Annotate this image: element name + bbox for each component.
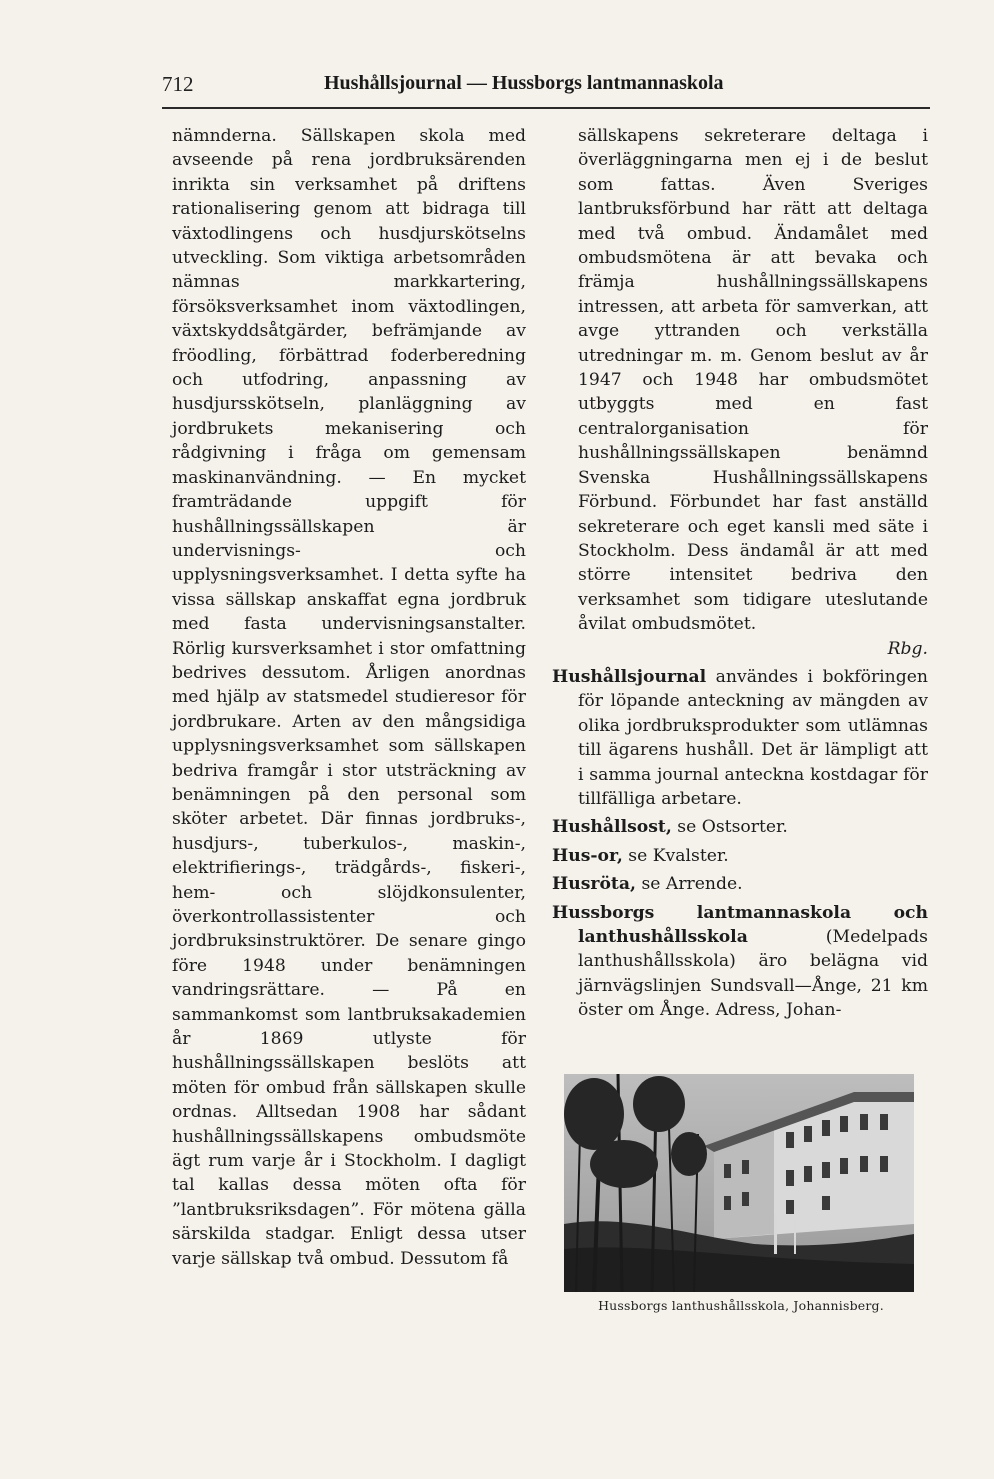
dictionary-entry [552,815,928,839]
continuation-paragraph [552,124,928,637]
author-signature: Rbg. [887,638,928,659]
running-title: Hushållsjournal — Hussborgs lantmannaskola [324,72,724,94]
entry-headword: Hushållsost, [552,817,672,838]
dictionary-entry [552,901,928,1023]
page-header [162,72,932,102]
dictionary-entry [552,844,928,868]
entry-text: se Kvalster. [622,845,729,866]
right-column [552,124,928,1027]
entry-headword: Hushållsjournal [552,666,707,687]
signature-line [552,637,928,661]
entry-headword: Husröta, [552,874,636,895]
continuation-text: sällskapens sekreterare deltaga i överläggningarna men ej i de beslut som fattas. Även Sveriges lantbruksförbund har rätt att deltaga med två ombud. Ändamålet med ombudsmötena är att bevaka och främja hushållningssällskapens intressen, att arbeta för samverkan, att avge yttranden och verkställa utredningar m. m. Genom beslut av år 1947 och 1948 har ombudsmötet utbyggts med en fast centralorganisation för hushållningssällskapen benämnd Svenska Hushållningssällskapens Förbund. Förbundet har fast anställd sekreterare och eget kansli med säte i Stockholm. Dess ändamål är att med större intensitet bedriva den verksamhet som tidigare uteslutande åvilat ombudsmötet. [578,126,928,635]
dictionary-entry [552,665,928,811]
body-paragraph: nämnderna. Sällskapen skola med avseende på rena jordbruksärenden inrikta sin verksamhet på driftens rationalisering genom att bidraga till växtodlingens och husdjurskötselns utveckling. Som viktiga arbetsområden nämnas markkartering, försöksverksamhet inom växtodlingen, växtskyddsåtgärder, befrämjande av fröodling, förbättrad foderberedning och utfodring, anpassning av husdjursskötseln, planläggning av jordbrukets mekanisering och rådgivning i fråga om gemensam maskinanvändning. — En mycket framträdande uppgift för hushållningssällskapen är undervisnings- och upplysningsverksamhet. I detta syfte ha vissa sällskap anskaffat egna jordbruk med fasta undervisningsanstalter. Rörlig kursverksamhet i stor omfattning bedrives dessutom. Årligen anordnas med hjälp av statsmedel studieresor för jordbrukare. Arten av den mångsidiga upplysningsverksamhet som sällskapen bedriva framgår i stor utsträckning av benämningen på den personal som sköter arbetet. Där finnas jordbruks-, husdjurs-, tuberkulos-, maskin-, elektrifierings-, trädgårds-, fiskeri-, hem- och slöjdkonsulenter, överkontrollassistenter och jordbruksinstruktörer. De senare gingo före 1948 under benämningen vandringsrättare. — På en sammankomst som lantbruksakademien år 1869 utlyste för hushållningssällskapen beslöts att möten för ombud från sällskapen skulle ordnas. Alltsedan 1908 har sådant hushållningssällskapens ombudsmöte ägt rum varje år i Stockholm. I dagligt tal kallas dessa möten ofta för ”lantbruksriksdagen”. För mötena gälla särskilda stadgar. Enligt dessa utser varje sällskap två ombud. Dessutom få [172,126,526,1269]
entry-headword: Hussborgs lantmannaskola och lanthushållsskola [552,902,928,947]
entry-text: se Ostsorter. [671,817,788,838]
page-number: 712 [162,72,194,96]
entry-text: användes i bokföringen för löpande anteckning av mängden av olika jordbruksprodukter som utlämnas till ägarens hushåll. Det är lämpligt att i samma journal anteckna kostdagar för tillfälliga arbetare. [578,666,928,809]
entry-text: se Arrende. [636,874,743,895]
entry-headword: Hus-or, [552,845,623,866]
dictionary-entry [552,872,928,896]
left-column [172,124,526,1271]
school-photograph [564,1074,914,1292]
header-rule [162,107,930,109]
photo-caption: Hussborgs lanthushållsskola, Johannisberg. [598,1298,884,1313]
photo-illustration [564,1074,914,1292]
entry-text: (Medelpads lanthushållsskola) äro belägna vid järnvägslinjen Sundsvall—Ånge, 21 km öster om Ånge. Adress, Johan- [578,927,928,1021]
